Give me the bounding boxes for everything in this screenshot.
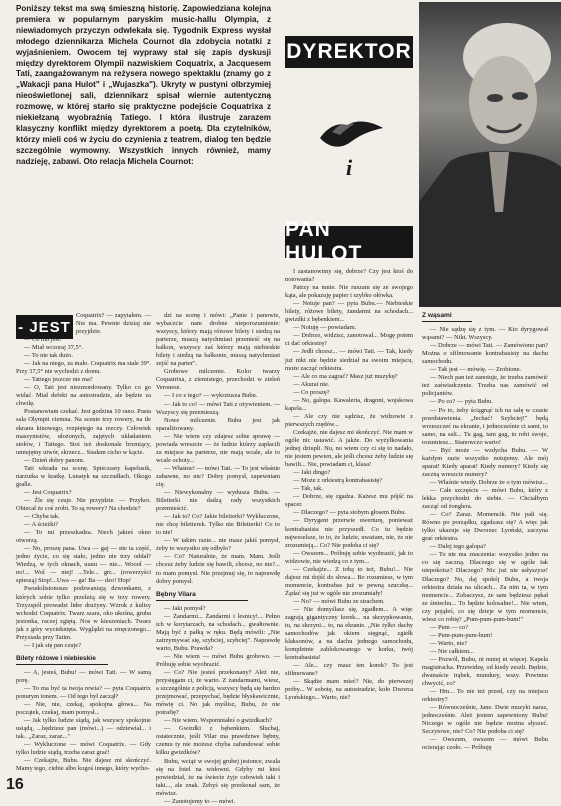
col3-para: — Akurat nie. [293, 380, 330, 388]
col3-para: — Ale co ma zagrać? Masz już muzykę? [293, 372, 398, 380]
col1-para: — Jak tylko ludzie siądą, jak wszyscy spokojnie usiądą, ...będziesz pan (mówi...) — odziewiał... i tak.. „Zaraz, zaraz..." [16, 717, 151, 741]
col2-para: — Nie wiem. Wspomniałeś o gwizdkach? [164, 717, 272, 725]
col3-para: — Dobrze, widzisz, zanotował... Mogę potem ci dać orkiestrę? [285, 332, 413, 348]
col4-para: — Pum — co? [430, 623, 469, 631]
col4-para: — To nie ma znaczenia: wszystko jedno na co się zaczną. Dlaczego się w ogóle tak niepokoisz? Dlaczego? Nic już nie usłyszysz! Dlaczego? No, daj spokój Bubu, a twoja orkiestra działa na ulicach... Za nim ta, w tym momencie... Zobaczysz, że sam będziesz pękał ze śmiechu... To będzie kolosalne!... Nie wiem, czy pojąłeś, co się dzieje w tym momencie, wiesz co robię? „Pum-pum-pum-bum!" [422, 551, 548, 623]
col1-para: — Tatiego jeszcze nie ma? [24, 376, 93, 384]
col4-para: — Nie sądzę się z tym. — Kto dyrygował wąsami? — Nikt. Wszyscy. [422, 326, 548, 342]
col2-para: — Co? Nie jesteś przekonany? Ależ nie, przysięgam ci, że warto. Z żandarmami, wiesz, a szczególnie z policją, wszyscy będą się bardzo przejmować, przepychać, będzie błyskawicznie, mówię ci. No jak myślisz, Bubu, że nie potrafię? [156, 669, 280, 717]
col2-para: — I co z tego? — wykrztusza Bubu. [164, 392, 258, 400]
col3-para: — Nie domyślasz się, zgadłem... A więc zagrają gigantyczny korek... na skrzypkowaniu, tu, na skrzyni... to, na ekranie. „Nie tylko dachy samochodów jak okiem sięgnąć, zgiełk klaksonów, a na dachu jednego samochodu, kompletnie zablokowanego w korku, twój kontrabasista! [285, 605, 413, 662]
col2-para: — W takim razie... nie masz jakiś pomysł, żeby to wszystko się odbyło? [156, 537, 280, 553]
col2-para: — Nie wiem — mówi Bubu grobowo. — Próbuję sobie wyobrazić. [156, 652, 280, 668]
page-number: 16 [6, 776, 24, 793]
col1-para: — To nie tak dużo. [24, 352, 73, 360]
col3-para: Patrzy na mnie. Nie ruszam się ze swojego kąta, ale pokazuję papier i szybko ołówka. [285, 284, 413, 300]
col2-para: — Jak to? Co? Jakie biletierki? Wykluczone, nie chcę biletierek. Tylko nie Biletierki! Co to to nie! [156, 513, 280, 537]
col3-para: Czekajże, nie dajesz mi skończyć. Nie mam w ogóle nic ustawić. A jakże. Do wyżyłkowania jednej dziupli. Nu, no wiem czy ci się to nadało, nie jestem pewien, ale jeśli chcesz żeby ludzie się bawili... Nie, powiadam ci, klasa! [285, 428, 413, 469]
col4-para: — Nie całkiem... [430, 647, 474, 655]
col2-para: Grobowe milczenie. Kolor twarzy Coquatrixa, z ziemistego, przechodzi w zieleń Veronese. [156, 368, 280, 392]
column-4 [422, 312, 548, 753]
hat-icon [317, 116, 387, 156]
col3-para: — Notuje pan? — pyta Bubu.— Niebieskie bilety, różowe bilety, żandarmi na schodach... gwizdki z bębenkiem... [285, 300, 413, 324]
col3-para: — Dobrze, się zgadza. Każesz mu pójść na spacer. [285, 493, 413, 509]
subheading-wasami [422, 312, 548, 322]
col3-para: — Jedli chcesz... — mówi Tati. — Tak, kiedy już nikt nie będzie siedział na swoim miejscu, może zacząć orkiestra. [285, 348, 413, 372]
title-jest-text: - JEST [18, 318, 71, 336]
col2-para: — Nie wiem czy zdajesz sobie sprawę — powiada wreszcie — że ludzie którzy zapłacili za miejsce na parterze, nie mają wcale, ale to wcale ochoty... [156, 432, 280, 464]
col3-para: — Może z orkiestrą kontrabasistę? [293, 477, 383, 485]
subheading-bebny [156, 591, 280, 601]
col3-para: — Dlaczego? — pyta stobym głosem Bubu. [293, 509, 407, 517]
col3-para: — Co proszę? [293, 388, 330, 396]
subheading-bebny-text: Bębny Vilara [156, 590, 196, 598]
col4-para: — Dalej tego galopa? [430, 543, 486, 551]
col1-para: — Dzień dobry panom. [24, 456, 85, 464]
col3-para: — Dyrygent przerwie uwerturę, ponieważ kontrabasista nie przyszedł. Co tu będzie najweselsze, to to, że ludzie, uważam, nie, że nie zrozumieją... Co? Nie podoba ci się? [285, 517, 413, 549]
col1-para: — Co mu jest? [24, 336, 63, 343]
col3-para: — Jaki dingo? [293, 469, 331, 477]
col4-para: — Hm... To nie też przed, czy na miejscu orkiestry? [422, 688, 548, 704]
subheading-underline [422, 321, 472, 322]
col1-para: — Miał wczoraj 37,5°. [24, 344, 83, 352]
col1-para: — A ścieżki? [24, 521, 59, 529]
column-1-top [76, 312, 151, 336]
col3-para: — Tak, tak. [293, 485, 323, 493]
col4-para: — Pozwól, Bubu, ni mniej ni więcej. Kapela magistracka. Przewidzę, od kiedy zeszli. Będzie, dwanaście trąbek, mundury, wszy. Powinno chwycić, co? [422, 655, 548, 688]
col2-para: dzi na scenę i mówi: „Panie i panowie, wybaczcie nam drobne nieporozumienie: wszyscy, którzy mają różowe bilety i siedzą na parterze, muszą natychmiast przenieść się na balkon, wszyscy zaś którzy mają niebieskie bilety i siedzą na balkonie, muszą natychmiast zejść na parter". [156, 312, 280, 368]
col2-para: Bubu, wciąż w swojej grubej jesionce, zwala się na fotel na widowni. Gdyby mi ktoś powiedział, że na świecie żyje człowiek taki i taki..., ale znak. Żebyś się przekonał sam, że mówisz. [156, 757, 280, 797]
col1-para: — Nie, nie, czekaj, spokojna głowa... Na początek, czekaj, mam pomysł... [16, 701, 151, 717]
title-dyrektor [285, 36, 413, 68]
col4-para: — Niech pan też zanotuje, że trzeba zamówić też zaświadczenie. Trzeba nas zamówić od policjantów. [422, 374, 548, 398]
col4-para: — Owszem, owszem — mówi Bubu ocierając czoło. — Próbuję [422, 736, 548, 752]
title-dyrektor-text: DYREKTOR [286, 40, 412, 63]
col2-para: — Żandarmi... Żandarmi i lesnicy!... Pełno ich w korytarzach, na schodach... gwałtownie. Mają być z pałką w ręku. Będą mówili: „Nie zatrzymywać się, szybciej, szybciej". Naprawdę warto, Bubu. Prawda? [156, 612, 280, 652]
column-1 [16, 336, 151, 773]
col2-para: — Jaki pomysł? [164, 604, 206, 612]
col3-para: — No? — mówi Bubu ze strachem. [293, 597, 385, 605]
col2-para: — Właśnie! — mówi Tati. — To jest właśnie zabawne, no nie? Dobry pomysł, zapewniam cię. [156, 464, 280, 488]
col4-para: — Właśnie wtedy. Dobrze że o tym mówisz... [430, 478, 548, 486]
col1-para: — Jak na niego, za mało. Coquatrix ma stale 39°. Przy 37,5° nie wychodzi z domu. [16, 360, 151, 376]
subheading-bilety [16, 655, 151, 665]
column-2 [156, 312, 280, 806]
col4-para: — Po co? — pyta Bubu. [430, 398, 493, 406]
col2-para: — Co? Naturalnie, że mam. Mam. Jeśli chcesz żeby ludzie się bawili, chcesz, no nie?... to mam pomysł. Nie przejmuj się, to naprawdę dobry pomysł. [156, 553, 280, 585]
col1-para: — To mi przeszkadza. Niech jakieś okno otworzą. [16, 529, 151, 545]
col3-para: — Skądże mam mieć? Nie, do pierwszej próby... W sobotę, na autostradzie, koło Dworca Lyońskiego... Warto, nie? [285, 678, 413, 702]
title-i [334, 155, 364, 181]
col4-para: — Po to, żeby ściągnąć ich na salę w czasie przedstawienia. „Jechać! Szybciej!" będą wrzeszczeć na ekranie, i jednocześnie ci sami, to samo, na sali... Tu gag, tam gag, to robi swoje, rozumiesz... Stanowczo warto! [422, 406, 548, 446]
col3-para: — Czekajże... Z tobą to też, Bubu!... Nie dajesz mi dojść do słowa... Bo rozumiesz, w tym momencie, kontrabas już w pewną szuczkę... Żądać się już w ogóle nie zrozumiały! [285, 565, 413, 597]
col4-para: — Pum-pum-pum-bum! [430, 631, 493, 639]
col3-para: — Owszem... Próbuję sobie wyobrazić, jak to widzowie, nie wiedzą co z tym... [285, 549, 413, 565]
col1-para: — Źle się czuje. Nie przyjdzie. — Przykro. Obiecał że coś zrobi. To są rowery? Na chodzie? [16, 496, 151, 512]
col4-para: — Warto, nie? [430, 639, 468, 647]
col1-para: — I jak się pan czuje? [24, 641, 81, 649]
column-3 [285, 268, 413, 703]
col1-para: — Jest Coquatrix? [24, 488, 72, 496]
col3-para: I zastanowimy się, dobrze? Czy jest ktoś do notowania? [285, 268, 413, 284]
portrait-photo [419, 2, 561, 307]
col1-jest-para: Coquatrix? — zapytałem. — Nie ma. Pewnie dzisiaj nie przyjdzie. [76, 312, 151, 336]
subheading-wasami-text: Z wąsami [422, 312, 452, 319]
col3-para: — Ale... czy masz ten korek? To jest sfilmowane? [285, 662, 413, 678]
col4-para: — Być może — wzdycha Bubu. — W każdym razie wszystko notujemy. Ale mój aparat! Kiedy aparat! Kiedy numery? Kiedy się zaczną wreszcie numery? [422, 446, 548, 478]
intro-paragraph [16, 4, 271, 168]
col1-para: — O, Tati jest niezmordowany. Tylko co go widać. Miał defekt na autostradzie, ale będzie za chwilę. [16, 384, 151, 408]
subheading-underline [156, 600, 248, 601]
col3-para: — No, galopa. Kawaleria, dragoni, wojskowa kapela... [285, 396, 413, 412]
col1-para: — A, jesteś, Bubu! — mówi Tati. — W samą porę. [16, 668, 151, 684]
col4-para: — Całe szczęście — mówi Bubu, który z lekka przychodzi do siebie. — Chciałbym zacząć od żonglera. [422, 486, 548, 511]
col2-para: — Zanotujemy to — mówi. [164, 797, 236, 805]
col4-para: — Co? Zaraz. Momencik. Nie pali się. Równo po porządku, zgadzasz się? A więc jak tylko ukazuje się Dworzec Lyoński, zaczyna grać orkiestra. [422, 511, 548, 543]
intro-text: Poniższy tekst ma swą śmieszną historię. Zapowiedziana kolejna premiera w popularnym paryskim music-hallu Olympia, z niewiadomych przyczyn odwlekała się. Tygodnik Express wysłał młodego dziennikarza Michela Cournot dla zdobycia notatki z wyjaśnieniem. Owocem tej wyprawy stał się zapis dyskusji między dyrektorem Olympii nazwiskiem Coquatrix, a Jacquesem Tati, zaangażowanym na reżysera nowego spektaklu (znamy go z „Wakacji pana Hulot" i „Wujaszka"). Ukryty w pustyni olbrzymiej nieoświetlonej sali, dziennikarz spisał wiernie autentyczną rozmowę, w której starło się praktyczne podejście Coquatrixa z niekiełzaną wyobraźnią Tatiego. I która ilustruje zarazem klasyczny konflikt między dyrektorem a poetą. Dla czytelników, którzy mieli coś w życiu do czynienia z teatrem, dialog ten będzie szczególnie wymowny. Wszystkich innych również, mamy nadzieję, zabawi. Oto relacja Michela Cournot: [16, 4, 271, 166]
col4-para: — Równocześnie, Jane. Dwie muzyki naraz, jednocześnie. Ależ jestem zapewniony Bubu! Niczego w ogóle nie będzie można słyszeć. Szczytowe, nie? Co? Nie podoba ci się? [422, 704, 548, 736]
col1-para: — Wykluczone — mówi Coquatrix. — Gdy tylko ludzie siądą, trzeba zaraz grać! [16, 741, 151, 757]
col1-para: Pseudolistonosze podzwaniają dzwonkami, z których sobie tylko przeleżą się w trzy rowery. Trzyzspół prowadzi lider drużyny. Wzrok z kulisy wchodzi Coquatrix. Twarz szara, oko ukośna, gruba jesionka, raczej zgiętą. Nos w kieszeniach. Twarz jak z góry wycieknięta. Wyglądzi na zmęczonego... Przysiada przy Tatim. [16, 585, 151, 641]
title-pan-hulot [285, 218, 413, 265]
col1-para: Postanowiam czekać. Jest godzina 10 rano. Pusta sala Olympii ciemna. Na scenie trzy rowery, na tle ekranu kinowego, rozpiętego na rzeczy. Człowiek maszynistów, ułożonych, zajętych układaniem stołów, i Tatiego. Stoi też doskonale brzmiący, umiejętny utwór, skrzecz... Siadam cicho w kącie. [16, 408, 151, 456]
col3-para: — Ale czy nie sądzisz, że widzowie z pierwszych rzędów... [285, 412, 413, 428]
title-panhulot-text: PAN HULOT [285, 218, 363, 265]
col1-para: — Chyba tak. [24, 513, 60, 521]
subheading-underline [16, 664, 108, 665]
col4-para: — Dobrze — mówi Tati. — Zamówiono pan? Można o sfilmowanie kontrabasisty na dachu samochodu. [422, 342, 548, 366]
col2-para: — Jak to co! — mówi Tati z ożywieniem. — Wszyscy się przemieszą. [156, 400, 280, 416]
col4-para: — Tak jest — mówię. — Zrobione. [430, 366, 522, 374]
col1-para: — No, proszę pana. Uwa — gaj — nie ta część, jedno życie, co się stało, jedno nie trzy oddał? Wiedzą, w tych oknach, uuuu — nie... Woool — no!... Wol — niej! ...Tele... grr... (rowerzyści spieszą) Stop!...Uwa — ga! Ba — dzo! Hop! [16, 545, 151, 585]
subheading-bilety-text: Bilety różowe i niebieskie [16, 654, 96, 662]
col3-para: — Notuję — powiadam. [293, 324, 357, 332]
col1-para: — To ma być ta twoja rewia? — pyta Coquatrix ponurym tonem. — Od tego był zaczął? [16, 684, 151, 701]
title-i-text: i [345, 155, 353, 180]
col1-para: Tati wkrada na scenę. Spieczasty kapelusik, narzutka w kratkę. Lunatyk na szczudłach. Okogo gralle. [16, 464, 151, 488]
col2-para: Nowe milczenie. Bubu jest jak sparaliżowany. [156, 416, 280, 432]
col1-para: — Czekajże, Bubu. Nie dajesz mi skończyć. Mamy tego, ciebie albo kogoś innego, który wycho- [16, 757, 151, 773]
col2-para: — Gwizdki z bębenkiem. Słuchaj, ostatecznie, jeśli Vilar ma prawdziwe bębny, czemu ty nie możesz chyba zafundować sobie kilku gwizdków? [156, 725, 280, 757]
col2-para: — Niewykonalny — wydusza Bubu. — Biletierki nie dadzą rady wszystkich przemieścić. [156, 489, 280, 513]
